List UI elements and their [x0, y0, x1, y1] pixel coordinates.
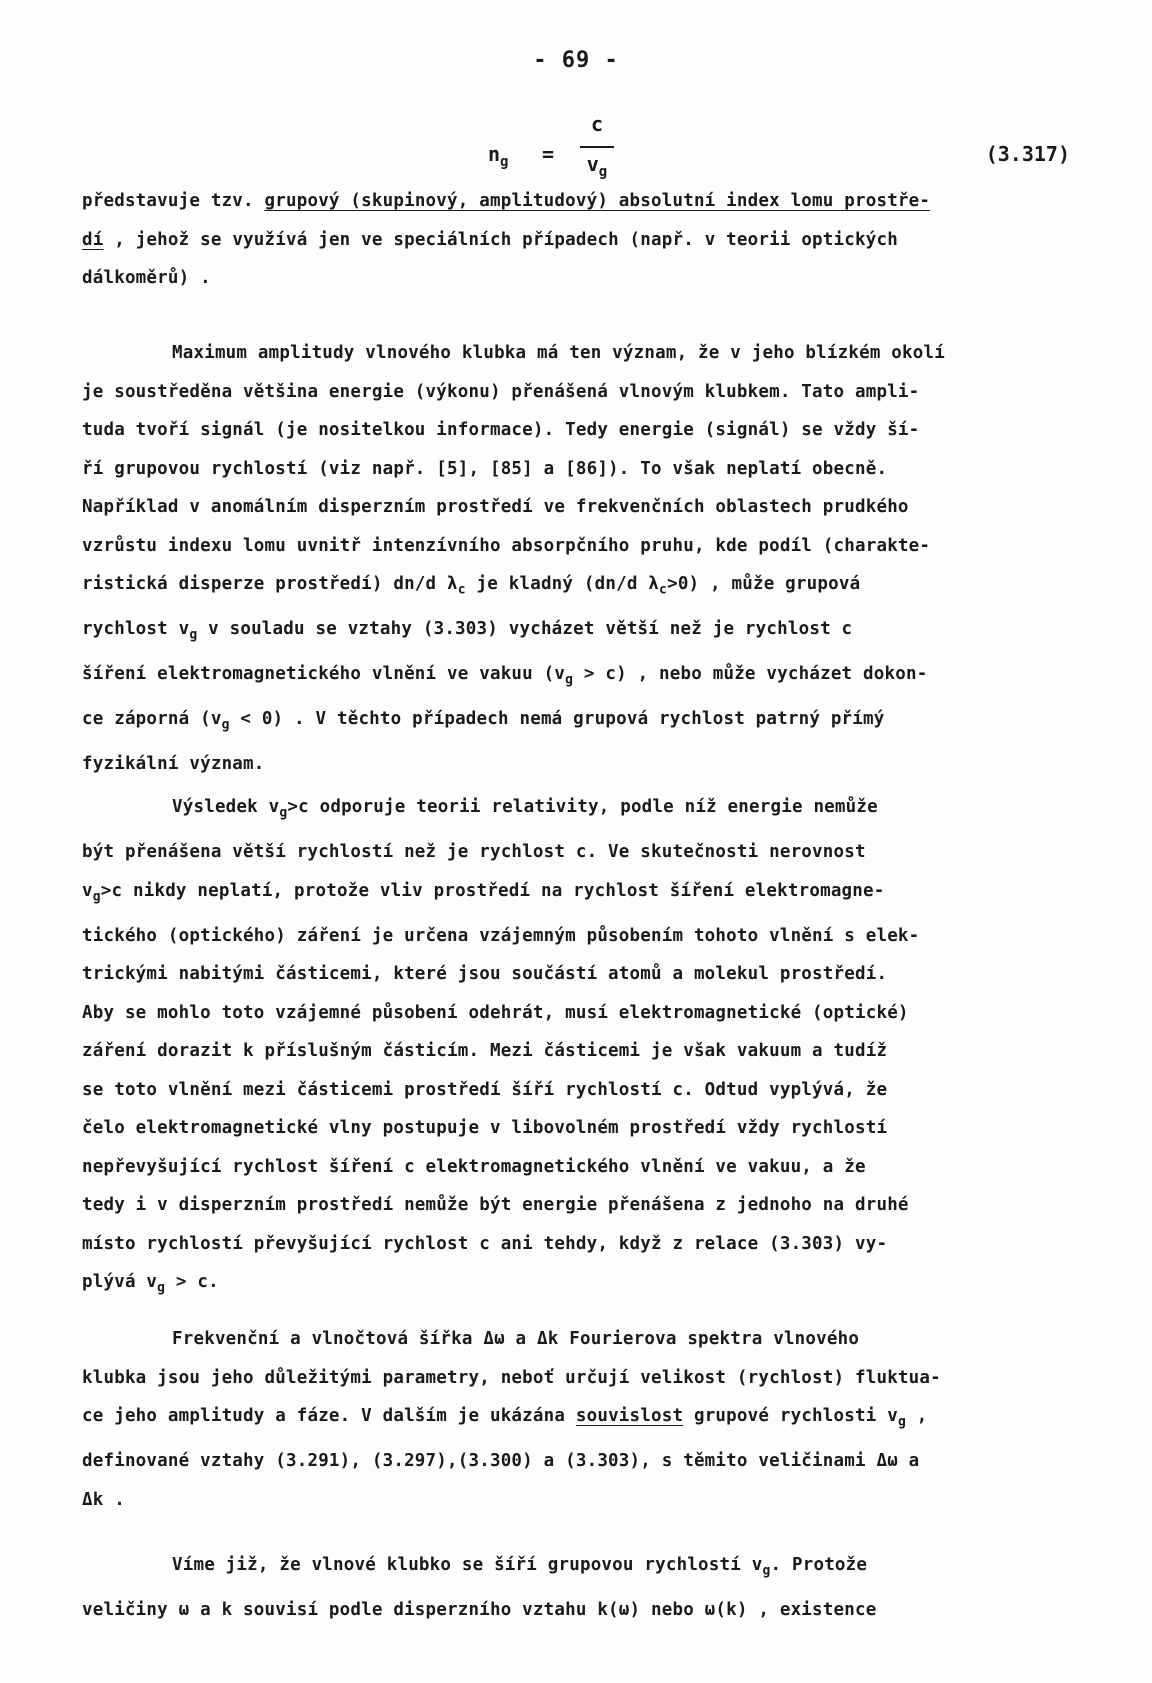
text-line: šíření elektromagnetického vlnění ve vakuu $(v_g > c)$ , nebo může vycházet dokon- — [82, 664, 928, 688]
text-line: tedy i v disperzním prostředí nemůže být energie přenášena z jednoho na druhé — [82, 1195, 909, 1215]
text-line: rychlost $v_g$ v souladu se vztahy (3.303) vycházet větší než je rychlost c — [82, 619, 853, 643]
fraction-bar — [580, 146, 614, 148]
text-line: $v_g>c$ nikdy neplatí, protože vliv prostředí na rychlost šíření elektromagne- — [82, 880, 885, 904]
text-line: dálkoměrů) . — [82, 268, 211, 288]
text-line: klubka jsou jeho důležitými parametry, neboť určují velikost (rychlost) fluktua- — [82, 1367, 941, 1388]
text-line: tického (optického) záření je určena vzájemným působením tohoto vlnění s elek- — [82, 925, 920, 946]
text-line: ce jeho amplitudy a fáze. V dalším je ukázána souvislost grupové rychlosti $v_g$ , — [82, 1406, 928, 1430]
text-line: Aby se mohlo toto vzájemné působení odehrát, musí elektromagnetické (optické) — [82, 1002, 909, 1023]
paragraph-5 — [82, 1546, 1082, 1630]
text-line: fyzikální význam. — [82, 754, 265, 774]
text-line: Maximum amplitudy vlnového klubka má ten význam, že v jeho blízkém okolí — [172, 343, 945, 363]
text-line: ce záporná $(v_g < 0)$ . V těchto případech nemá grupová rychlost patrný přímý — [82, 709, 885, 733]
equation-equals: = — [542, 142, 555, 166]
text-line: ristická disperze prostředí) dn/d $\lambda_c$ je kladný (dn/d $\lambda_c>0$) , může grupová — [82, 574, 861, 598]
text-line: Frekvenční a vlnočtová šířka Δω a Δk Fourierova spektra vlnového — [172, 1329, 860, 1349]
text-line: být přenášena větší rychlostí než je rychlost c. Ve skutečnosti nerovnost — [82, 842, 866, 862]
text-line: vzrůstu indexu lomu uvnitř intenzívního absorpčního pruhu, kde podíl (charakte- — [82, 535, 931, 556]
text-line: je soustředěna většina energie (výkonu) přenášená vlnovým klubkem. Tato ampli- — [82, 381, 920, 402]
text-line: trickými nabitými částicemi, které jsou součástí atomů a molekul prostředí. — [82, 964, 888, 984]
text-line: veličiny ω a k souvisí podle disperzního vztahu k(ω) nebo ω(k) , existence — [82, 1600, 877, 1620]
text-line: Výsledek $v_g>c$ odporuje teorii relativity, podle níž energie nemůže — [172, 797, 878, 821]
text-line: Například v anomálním disperzním prostředí ve frekvenčních oblastech prudkého — [82, 497, 909, 517]
paragraph-1 — [82, 182, 1082, 298]
text-line: místo rychlostí převyšující rychlost c ani tehdy, když z relace (3.303) vy- — [82, 1233, 888, 1254]
page-number: - 69 - — [533, 48, 619, 73]
equation-lhs: $n_g$ — [488, 142, 509, 170]
equation-fraction — [580, 112, 614, 180]
text-line: Víme již, že vlnové klubko se šíří grupovou rychlostí $v_g$. Protože — [172, 1555, 868, 1579]
equation-denominator: $v_g$ — [586, 152, 608, 180]
text-line: definované vztahy (3.291), (3.297),(3.300) a (3.303), s těmito veličinami Δω a — [82, 1451, 920, 1471]
text-line: plývá $v_g > c$. — [82, 1272, 219, 1296]
paragraph-2 — [82, 334, 1082, 784]
text-line: Δk . — [82, 1489, 125, 1510]
text-line: se toto vlnění mezi částicemi prostředí šíří rychlostí c. Odtud vyplývá, že — [82, 1079, 888, 1100]
text-line: záření dorazit k příslušným částicím. Mezi částicemi je však vakuum a tudíž — [82, 1041, 888, 1061]
text-line: čelo elektromagnetické vlny postupuje v libovolném prostředí vždy rychlostí — [82, 1118, 888, 1138]
text-line: ří grupovou rychlostí (viz např. [5], [85] a [86]). To však neplatí obecně. — [82, 458, 888, 479]
text-line: nepřevyšující rychlost šíření c elektromagnetického vlnění ve vakuu, a že — [82, 1156, 866, 1177]
text-line: tuda tvoří signál (je nositelkou informace). Tedy energie (signál) se vždy ší- — [82, 420, 920, 440]
text-line: představuje tzv. grupový (skupinový, amplitudový) absolutní index lomu prostře- — [82, 191, 931, 211]
text-line: dí , jehož se využívá jen ve speciálních případech (např. v teorii optických — [82, 229, 898, 250]
paragraph-4 — [82, 1320, 1082, 1519]
equation-number: (3.317) — [985, 142, 1070, 166]
paragraph-3 — [82, 788, 1082, 1308]
equation-numerator: c — [590, 112, 604, 136]
